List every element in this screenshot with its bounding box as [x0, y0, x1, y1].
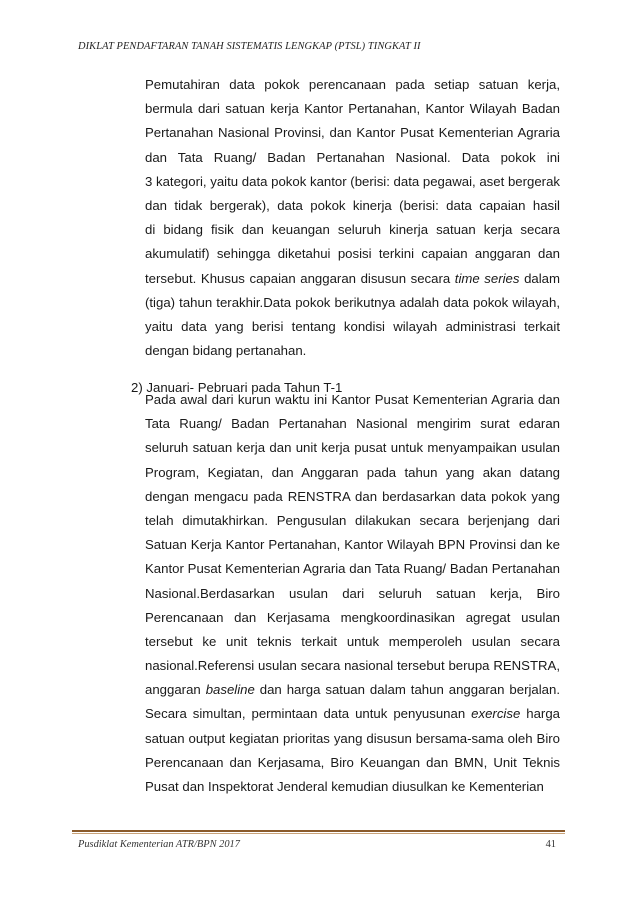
list-item-heading: 2) Januari- Pebruari pada Tahun T-1 — [131, 380, 343, 395]
text-line: Pertanahan Nasional Provinsi, dan Kantor Pusat Kementerian Agraria — [145, 125, 560, 141]
text-line: Perencanaan dan Kerjasama mengkoordinasikan agregat usulan — [145, 609, 560, 625]
paragraph-januari-pebruari — [145, 388, 560, 799]
text-line: dan Tata Ruang/ Badan Pertanahan Nasional. Data pokok ini — [145, 149, 560, 165]
text-line: Tata Ruang/ Badan Pertanahan Nasional mengirim surat edaran — [145, 416, 560, 432]
text-line: dan tidak bergerak), data pokok kinerja (berisi: data capaian hasil — [145, 197, 560, 213]
text-line: (tiga) tahun terakhir.Data pokok berikutnya adalah data pokok wilayah, — [145, 294, 560, 310]
text-line: Perencanaan dan Kerjasama, Biro Keuangan dan BMN, Unit Teknis — [145, 754, 560, 770]
text-line: Satuan Kerja Kantor Pertanahan, Kantor Wilayah BPN Provinsi dan ke — [145, 537, 560, 553]
text-line: Nasional.Berdasarkan usulan dari seluruh satuan kerja, Biro — [145, 585, 560, 601]
text-line: nasional.Referensi usulan secara nasional tersebut berupa RENSTRA, — [145, 658, 560, 674]
italic-term: baseline — [205, 682, 255, 698]
text-line: Secara simultan, permintaan data untuk penyusunan exercise harga — [145, 706, 560, 722]
footer-publisher: Pusdiklat Kementerian ATR/BPN 2017 — [78, 839, 240, 850]
text-line: Pusat dan Inspektorat Jenderal kemudian diusulkan ke Kementerian — [145, 779, 544, 794]
text-line: seluruh satuan kerja dan unit kerja pusat untuk menyampaikan usulan — [145, 440, 560, 456]
text-line: 3 kategori, yaitu data pokok kantor (berisi: data pegawai, aset bergerak — [145, 173, 560, 189]
text-line: akumulatif) sehingga diketahui posisi terkini capaian anggaran dan — [145, 246, 560, 262]
text-line: tersebut ke unit teknis terkait untuk memperoleh usulan secara — [145, 633, 560, 649]
text-line: di bidang fisik dan keuangan seluruh kinerja satuan kerja secara — [145, 222, 560, 238]
text-line: tersebut. Khusus capaian anggaran disusun secara time series dalam — [145, 270, 560, 286]
text-line: bermula dari satuan kerja Kantor Pertanahan, Kantor Wilayah Badan — [145, 101, 560, 117]
text-line: satuan output kegiatan prioritas yang disusun bersama-sama oleh Biro — [145, 730, 560, 746]
footer-divider — [72, 830, 565, 832]
text-line: Pemutahiran data pokok perencanaan pada setiap satuan kerja, — [145, 77, 560, 92]
text-line: dengan bidang pertanahan. — [145, 343, 307, 359]
paragraph-data-pokok — [145, 73, 560, 363]
text-line: Kantor Pusat Kementerian Agraria dan Tata Ruang/ Badan Pertanahan — [145, 561, 560, 577]
text-line: anggaran baseline dan harga satuan dalam tahun anggaran berjalan. — [145, 682, 560, 698]
running-header: DIKLAT PENDAFTARAN TANAH SISTEMATIS LENGKAP (PTSL) TINGKAT II — [78, 41, 421, 52]
text-line: telah dimutakhirkan. Pengusulan dilakukan secara berjenjang dari — [145, 512, 560, 528]
page-number: 41 — [545, 839, 556, 850]
text-line: dengan mengacu pada RENSTRA dan berdasarkan data pokok yang — [145, 488, 560, 504]
text-line: Program, Kegiatan, dan Anggaran pada tahun yang akan datang — [145, 464, 560, 480]
footer-divider-thin — [72, 833, 565, 834]
italic-term: exercise — [471, 706, 521, 722]
text-line: Pada awal dari kurun waktu ini Kantor Pusat Kementerian Agraria dan — [145, 392, 560, 407]
text-line: yaitu data yang berisi tentang kondisi wilayah administrasi terkait — [145, 318, 560, 334]
italic-term: time series — [454, 270, 520, 286]
